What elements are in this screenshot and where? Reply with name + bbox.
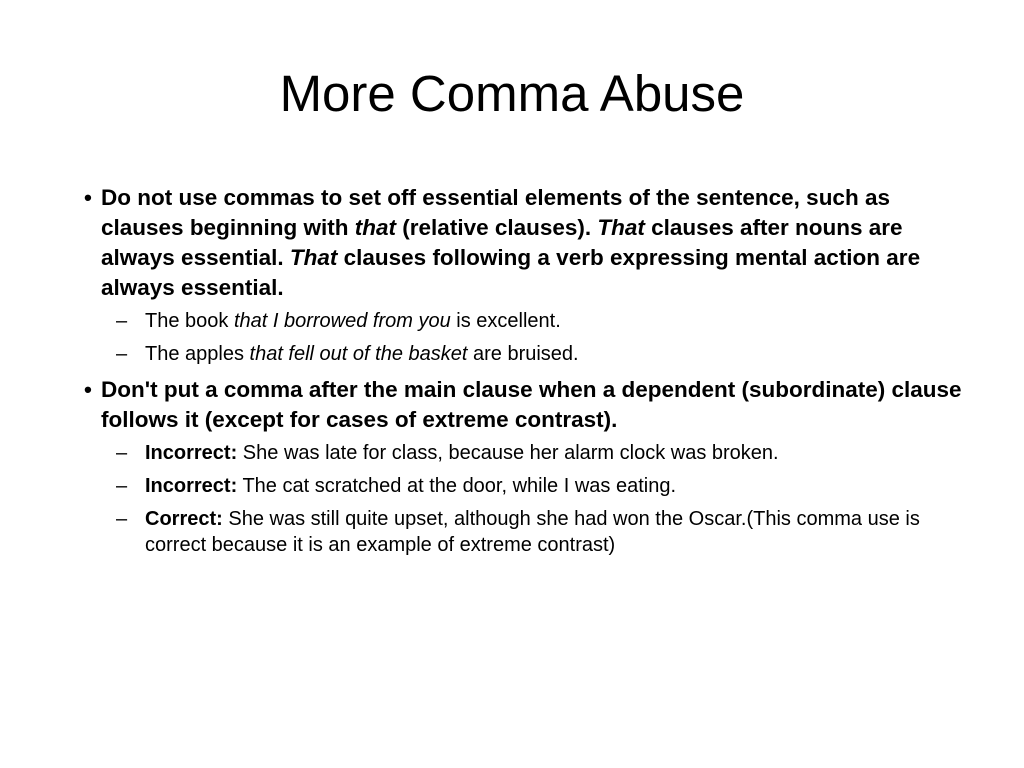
example-item	[66, 473, 966, 499]
bullet-dot-icon: •	[84, 185, 92, 210]
dash-icon: –	[116, 442, 128, 464]
example-label: Incorrect:	[145, 442, 238, 464]
dash-icon: –	[116, 508, 128, 530]
example-item	[66, 341, 966, 367]
bullet-text: clauses following a verb expressing mental action are always essential.	[101, 245, 921, 300]
example-text: She was still quite upset, although she had won the Oscar.(This comma use is correct because it is an example of extreme contrast)	[145, 508, 920, 556]
example-text: is excellent.	[450, 310, 561, 332]
bullet-text: clauses after nouns are always essential.	[101, 215, 903, 270]
example-text: are bruised.	[467, 343, 579, 365]
example-item	[66, 506, 966, 558]
bullet-text-emphasis: That	[597, 215, 645, 240]
bullet-text: Do not use commas to set off essential elements of the sentence, such as clauses beginning with	[101, 185, 890, 240]
bullet-essential-elements	[66, 183, 966, 303]
bullet-main-clause	[66, 375, 966, 435]
example-text: The apples	[145, 343, 250, 365]
bullet-dot-icon: •	[84, 377, 92, 402]
dash-icon: –	[116, 343, 128, 365]
example-label: Correct:	[145, 508, 223, 530]
example-list	[66, 440, 966, 558]
dash-icon: –	[116, 310, 128, 332]
example-item	[66, 308, 966, 334]
example-item	[66, 440, 966, 466]
example-text: She was late for class, because her alarm clock was broken.	[237, 442, 779, 464]
example-text-italic: that fell out of the basket	[249, 343, 468, 365]
bullet-text-emphasis: that	[354, 215, 397, 240]
example-list	[66, 308, 966, 367]
dash-icon: –	[116, 475, 128, 497]
slide-content	[66, 183, 966, 565]
example-text: The book	[145, 310, 234, 332]
example-label: Incorrect:	[145, 475, 238, 497]
bullet-text: (relative clauses).	[396, 215, 598, 240]
slide-title: More Comma Abuse	[279, 65, 745, 122]
bullet-text: Don't put a comma after the main clause when a dependent (subordinate) clause follows it (except for cases of extreme contrast).	[101, 377, 962, 432]
example-text-italic: that I borrowed from you	[233, 310, 451, 332]
bullet-text-emphasis: That	[289, 245, 338, 270]
example-text: The cat scratched at the door, while I was eating.	[237, 475, 677, 497]
